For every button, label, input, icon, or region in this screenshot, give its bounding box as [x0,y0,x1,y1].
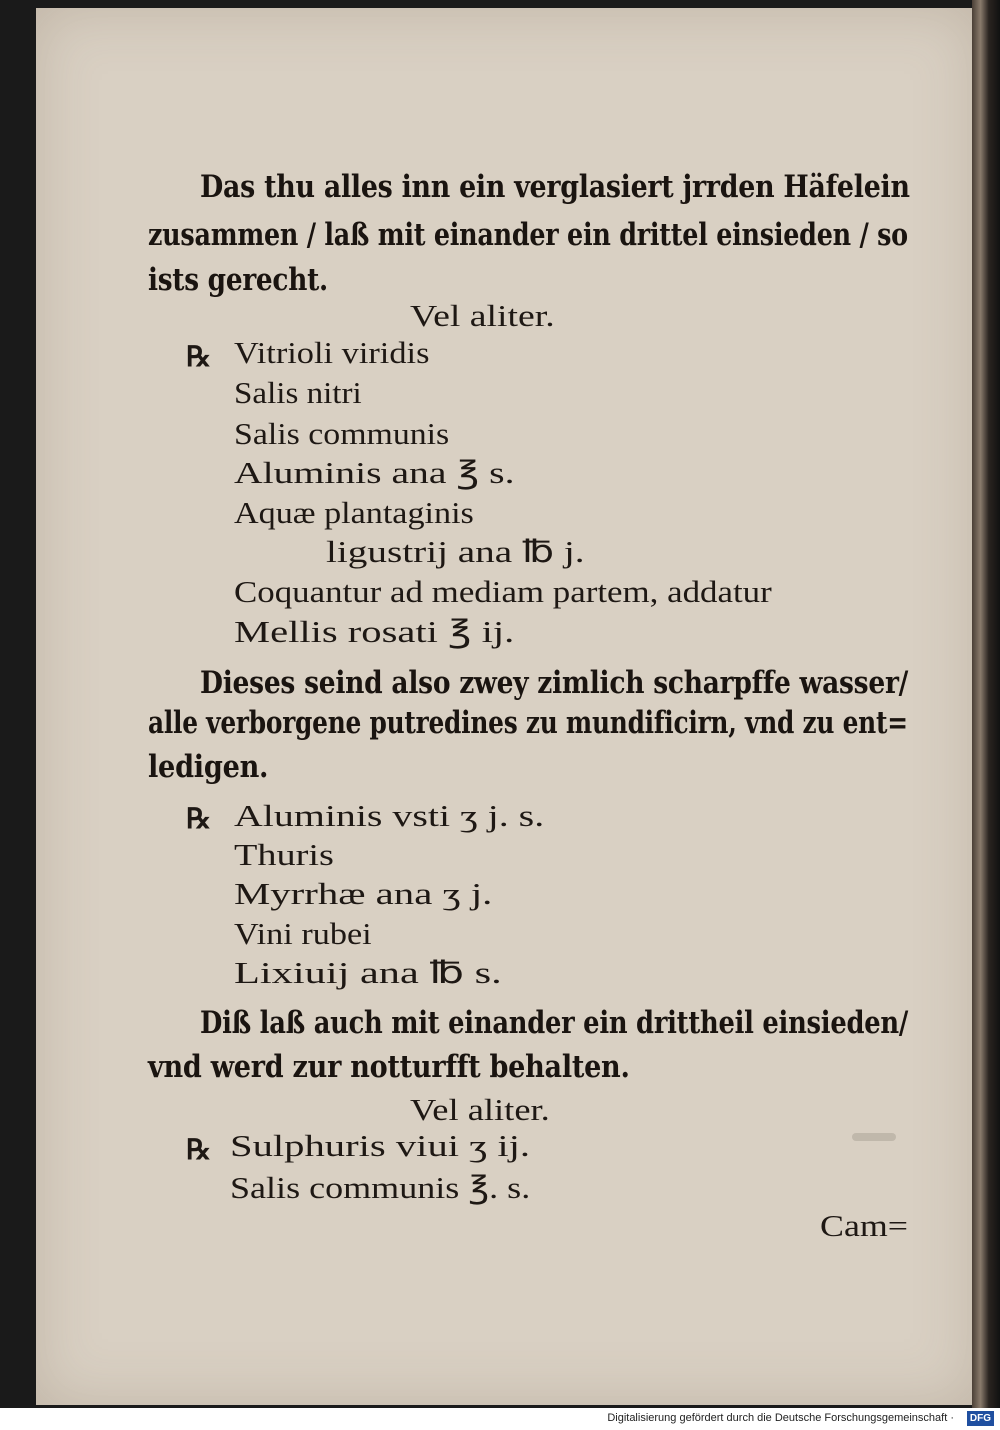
text-line: Aluminis vsti ʒ j. s. [234,798,545,833]
text-line: Vel aliter. [410,1092,550,1127]
text-line: Diß laß auch mit einander ein drittheil einsieden/ [200,1005,909,1041]
text-line: Thuris [234,837,334,872]
text-line: Salis communis ℥. s. [230,1170,531,1205]
text-line: Das thu alles inn ein verglasiert jrrden Häfelein [200,169,910,205]
text-line: Myrrhæ ana ʒ j. [234,876,493,911]
text-line: alle verborgene putredines zu mundificirn, vnd zu ent= [148,705,908,741]
text-line: Mellis rosati ℥ ij. [234,614,515,649]
text-line: Aluminis ana ℥ s. [234,455,515,490]
text-line: Cam= [820,1208,909,1243]
text-line: ledigen. [148,749,269,785]
text-line: Salis communis [234,416,450,451]
dfg-logo: DFG [967,1411,994,1426]
text-line: Salis nitri [234,375,362,410]
text-line: Dieses seind also zwey zimlich scharpffe wasser/ [200,665,909,701]
digitization-credit: Digitalisierung gefördert durch die Deutsche Forschungsgemeinschaft · [607,1412,954,1424]
text-line: Coquantur ad mediam partem, addatur [234,574,772,609]
text-line: vnd werd zur notturfft behalten. [148,1049,630,1085]
text-line: ists gerecht. [148,262,328,298]
text-line: Vitrioli viridis [234,335,430,370]
text-line: Lixiuij ana ℔ s. [234,955,502,990]
recipe-symbol: ℞ [186,1135,212,1166]
text-line: Vel aliter. [410,298,555,333]
text-line: zusammen / laß mit einander ein drittel einsieden / so [148,217,908,253]
ink-stain [852,1133,896,1141]
text-line: ligustrij ana ℔ j. [326,534,585,569]
text-line: Vini rubei [234,916,372,951]
text-line: Sulphuris viui ʒ ij. [230,1128,531,1163]
recipe-symbol: ℞ [186,342,212,373]
text-line: Aquæ plantaginis [234,495,474,530]
page-edge [972,0,1000,1408]
recipe-symbol: ℞ [186,804,212,835]
footer-bar [0,1408,1000,1430]
